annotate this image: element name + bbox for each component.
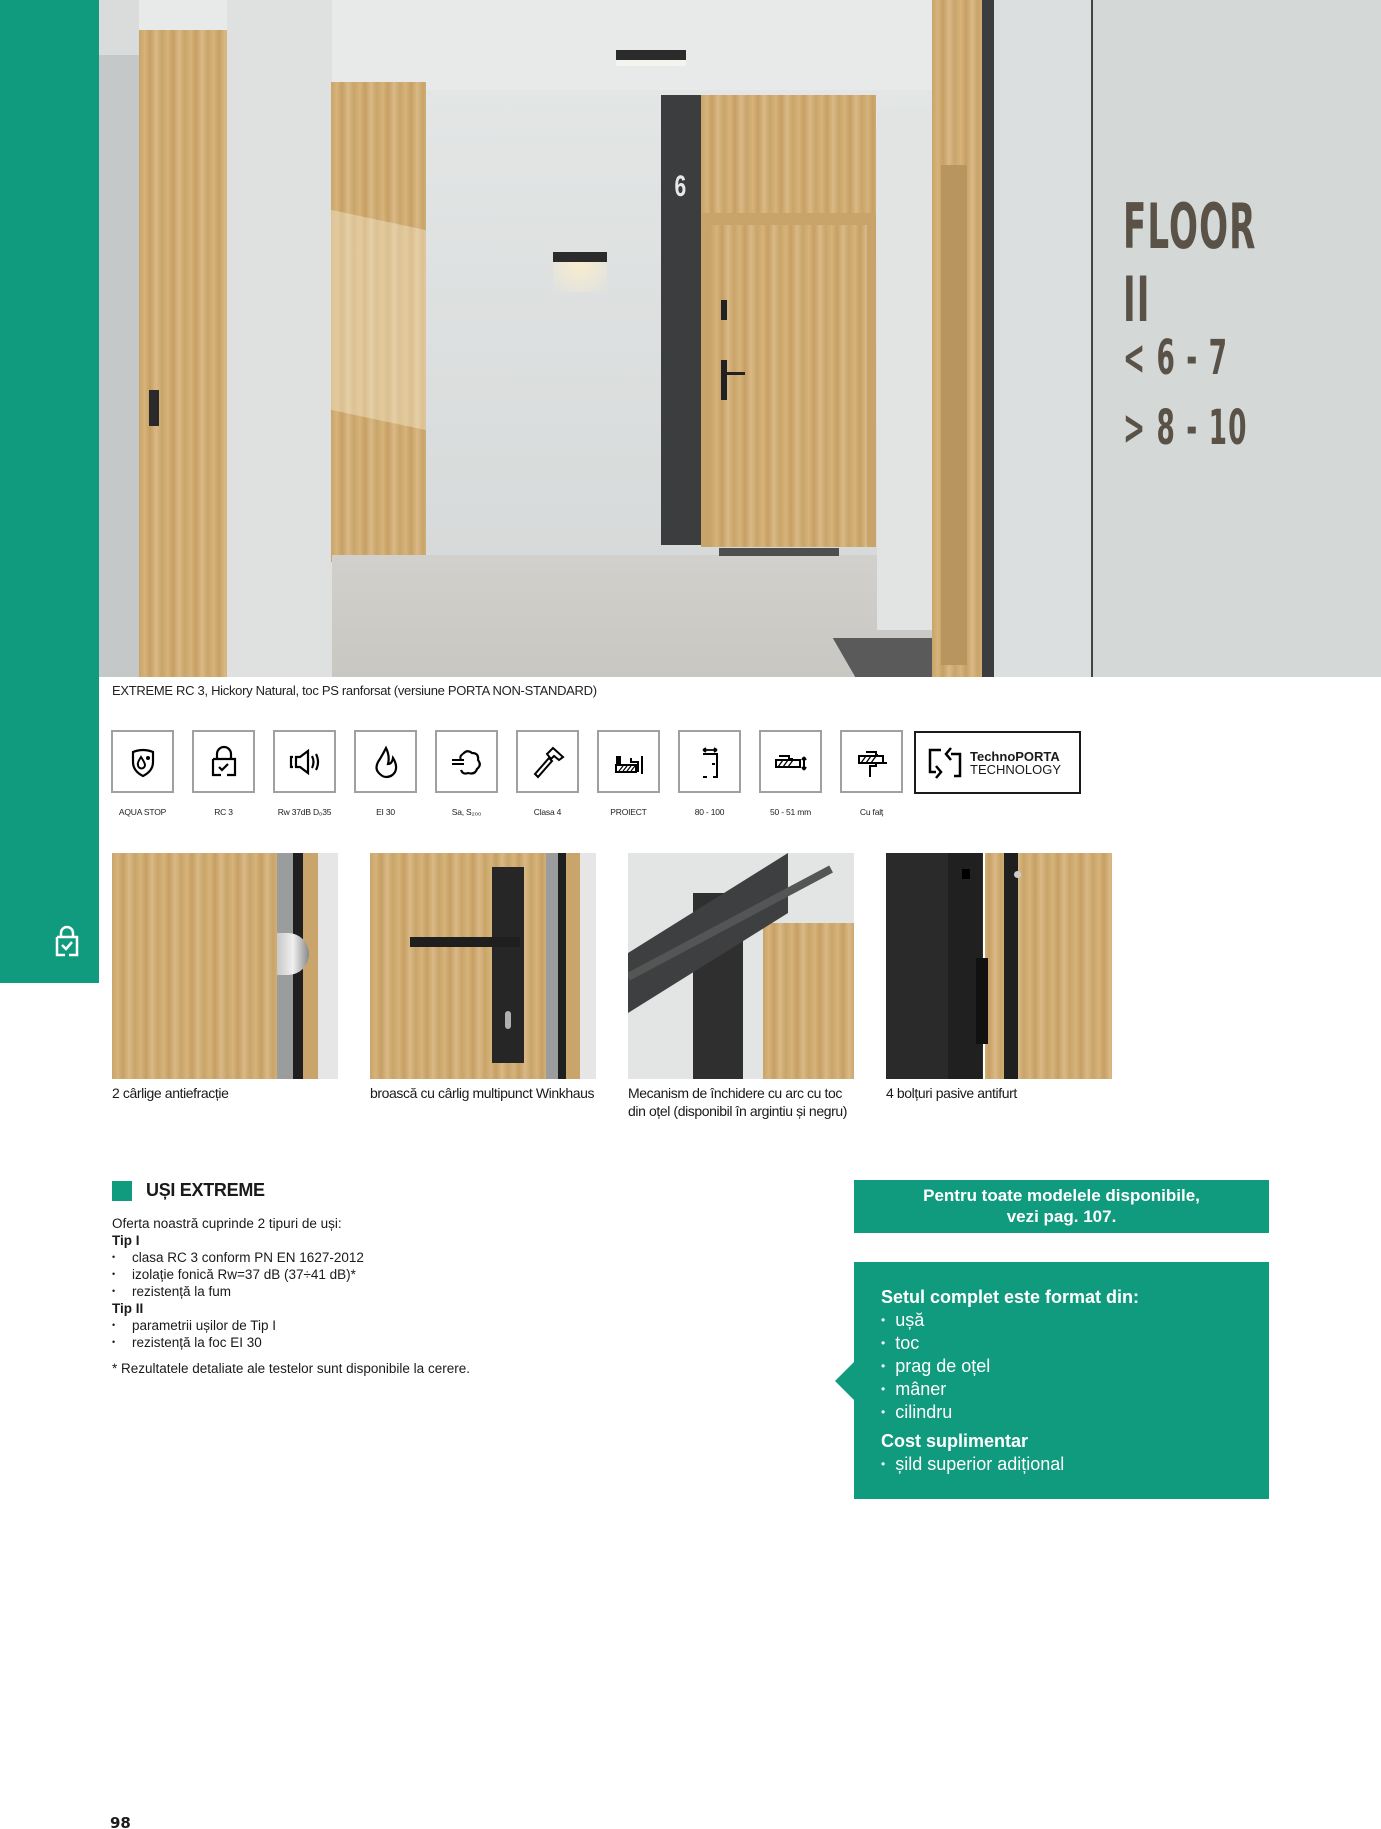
- apartment-number: 6: [674, 170, 687, 203]
- detail-photo: [370, 853, 596, 1079]
- sidebar-accent: [0, 0, 99, 983]
- list-item: • rezistență la fum: [112, 1283, 532, 1300]
- hero-photo: [99, 0, 1381, 677]
- feature-smoke: [435, 730, 498, 817]
- list-item: • cilindru: [881, 1402, 953, 1422]
- smoke-cloud-icon: [449, 744, 485, 780]
- feature-label: 80 - 100: [694, 807, 725, 817]
- feature-label: Sa, S₂₀₀: [451, 807, 482, 817]
- page-number: 98: [110, 1814, 131, 1829]
- flame-icon: [368, 744, 404, 780]
- type2-title: Tip II: [112, 1301, 144, 1316]
- detail-caption: broască cu cârlig multipunct Winkhaus: [370, 1085, 595, 1101]
- extra-cost-list: [881, 1453, 1269, 1476]
- detail-photo: [112, 853, 338, 1079]
- lock-check-icon: [54, 925, 80, 957]
- title-square-marker: [112, 1181, 132, 1201]
- feature-fire: [354, 730, 417, 817]
- type1-list: [112, 1249, 532, 1300]
- detail-caption: 4 bolțuri pasive antifurt: [886, 1085, 1017, 1101]
- feature-rebate: [840, 730, 903, 817]
- detail-closer: [628, 853, 854, 1120]
- feature-project: [597, 730, 660, 817]
- complete-set-title: Setul complet este format din:: [881, 1287, 1140, 1307]
- footnote: * Rezultatele detaliate ale testelor sunt disponibile la cerere.: [112, 1361, 470, 1376]
- feature-label: EI 30: [376, 807, 395, 817]
- models-line-2: vezi pag. 107.: [1006, 1207, 1117, 1226]
- detail-hooks: [112, 853, 338, 1102]
- technoporta-arrows-icon: [926, 742, 964, 784]
- detail-photo: [628, 853, 854, 1079]
- feature-class: [516, 730, 579, 817]
- list-item: • clasa RC 3 conform PN EN 1627-2012: [112, 1249, 532, 1266]
- list-item: • mâner: [881, 1379, 947, 1399]
- direction-right-sign: > 8 - 10: [1123, 400, 1248, 456]
- list-item: • parametrii ușilor de Tip I: [112, 1317, 532, 1334]
- feature-label: 50 - 51 mm: [770, 807, 811, 817]
- detail-bolts: [886, 853, 1112, 1102]
- feature-aquastop: [111, 730, 174, 817]
- project-frame-icon: [611, 744, 647, 780]
- sound-speaker-icon: [287, 744, 323, 780]
- padlock-check-icon: [206, 744, 242, 780]
- list-item: • prag de oțel: [881, 1356, 991, 1376]
- list-item: • rezistență la foc EI 30: [112, 1334, 532, 1351]
- complete-set-box: [854, 1262, 1269, 1499]
- models-reference-box: [854, 1180, 1269, 1233]
- technoporta-title: TechnoPORTA: [970, 748, 1060, 764]
- feature-thickness: [759, 730, 822, 817]
- section-title: UȘI EXTREME: [112, 1180, 532, 1201]
- technoporta-subtitle: TECHNOLOGY: [970, 761, 1062, 777]
- list-item: • izolație fonică Rw=37 dB (37÷41 dB)*: [112, 1266, 532, 1283]
- list-item: • toc: [881, 1333, 920, 1353]
- floor-sign: FLOOR II: [1123, 190, 1257, 336]
- feature-label: Rw 37dB D₀35: [277, 807, 332, 817]
- feature-label: RC 3: [214, 807, 233, 817]
- hammer-icon: [530, 744, 566, 780]
- feature-label: Cu falț: [859, 807, 884, 817]
- feature-label: PROIECT: [610, 807, 647, 817]
- section-intro: Oferta noastră cuprinde 2 tipuri de uși:: [112, 1216, 342, 1231]
- detail-caption: 2 cârlige antiefracție: [112, 1085, 229, 1101]
- type2-list: [112, 1317, 532, 1351]
- detail-lock: [370, 853, 596, 1102]
- detail-caption: Mecanism de închidere cu arc cu toc din oțel (disponibil în argintiu și negru): [628, 1085, 847, 1119]
- aquastop-shield-icon: [125, 744, 161, 780]
- complete-set-list: [881, 1309, 1269, 1424]
- direction-left-sign: < 6 - 7: [1123, 330, 1229, 386]
- extra-cost-title: Cost suplimentar: [881, 1431, 1029, 1451]
- technoporta-badge: [914, 731, 1081, 794]
- feature-width: [678, 730, 741, 817]
- feature-rc3: [192, 730, 255, 817]
- extreme-doors-section: [112, 1180, 532, 1377]
- hero-caption: EXTREME RC 3, Hickory Natural, toc PS ranforsat (versiune PORTA NON-STANDARD): [112, 683, 597, 698]
- door-thickness-icon: [773, 744, 809, 780]
- list-item: • ușă: [881, 1310, 925, 1330]
- rebate-icon: [854, 744, 890, 780]
- type1-title: Tip I: [112, 1233, 140, 1248]
- feature-label: Clasa 4: [533, 807, 562, 817]
- models-line-1: Pentru toate modelele disponibile,: [923, 1186, 1200, 1205]
- detail-photo: [886, 853, 1112, 1079]
- feature-acoustic: [273, 730, 336, 817]
- feature-label: AQUA STOP: [118, 807, 167, 817]
- list-item: • șild superior adițional: [881, 1454, 1065, 1474]
- door-width-icon: [692, 744, 728, 780]
